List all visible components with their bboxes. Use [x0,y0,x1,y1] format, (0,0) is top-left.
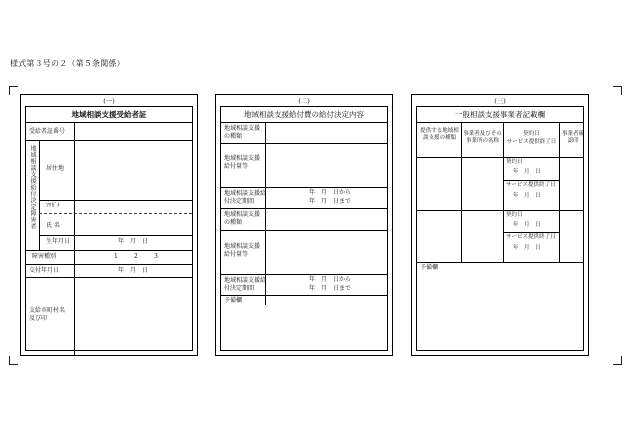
crop-mark-top-right [613,86,622,95]
benefit-amount-label-2: 地域相談支援給付量等 [224,243,261,258]
end-date-column-header: サービス提供終了日 [506,139,557,145]
disability-type-label: 障害種別 [32,253,57,260]
period-from: 年 月 日から [309,189,352,196]
panel-number: (二) [298,97,310,105]
panel-title: 地域相談支援給付費の給付決定内容 [244,110,364,119]
service-type-column-header: 提供する地域相談支援の種類 [420,128,459,141]
end-date-label: サービス提供終了日 [506,182,556,188]
divider [26,122,192,123]
service-type-label-2: 地域相談支援の種類 [224,211,261,226]
municipality-label: 支給市町村名及び印 [29,307,66,322]
period-to: 年 月 日まで [309,198,352,205]
divider [26,140,192,141]
divider [417,157,583,158]
panel-title: 一般相談支援事業者記載欄 [455,110,545,119]
benefit-amount-label: 地域相談支援給付量等 [224,155,261,170]
birthdate-value: 年 月 日 [118,238,149,245]
crop-mark-bottom-left [9,356,18,365]
divider [221,187,387,188]
contract-date-label-2: 契約日 [506,212,523,218]
name-label: 氏 名 [46,222,60,229]
decision-period-label: 地域相談支援給付決定期間 [224,190,267,205]
disability-type-3: 3 [154,253,158,260]
divider [417,210,583,211]
birthdate-label: 生年月日 [46,238,71,245]
panel-provider-entries [411,94,589,356]
provider-entries-box [416,106,584,351]
end-date-value-2: 年 月 日 [513,245,541,251]
issue-date-value: 年 月 日 [118,267,149,274]
beneficiary-vertical-label: 地域相談支援給付決定障害者 [29,145,36,230]
divider [503,180,559,181]
contract-date-column-header: 契約日 [523,131,540,137]
period-from-2: 年 月 日から [309,276,352,283]
divider [74,122,75,140]
decision-period-label-2: 地域相談支援給付決定期間 [224,277,267,292]
contract-date-value-2: 年 月 日 [513,222,541,228]
panel-title: 地域相談支援受給者証 [71,110,147,119]
panel-recipient-certificate [20,94,198,356]
crop-mark-top-left [9,86,18,95]
contract-date-value: 年 月 日 [513,169,541,175]
furigana-label: ﾌﾘｶﾞﾅ [46,203,60,209]
issue-date-label: 交付年月日 [29,267,60,274]
divider [221,230,387,231]
confirmation-seal-column-header: 事業者確認印 [561,131,584,144]
divider [221,122,387,123]
disability-type-2: 2 [134,253,138,260]
reserve-label: 予備欄 [420,264,439,271]
divider [26,277,192,278]
form-number: 様式第３号の２（第５条関係） [10,59,125,68]
panel-benefit-decision [215,94,393,356]
period-to-2: 年 月 日まで [309,285,352,292]
divider [26,250,192,251]
panel-number: (三) [494,97,506,105]
divider [221,143,387,144]
divider [221,208,387,209]
divider [503,232,559,233]
panel-number: (一) [103,97,115,105]
divider [39,200,192,201]
divider [74,140,75,264]
divider [74,277,75,355]
contract-date-label: 契約日 [506,159,523,165]
divider [221,274,387,275]
benefit-decision-box [220,106,388,351]
disability-type-1: 1 [114,253,118,260]
end-date-label-2: サービス提供終了日 [506,234,556,240]
crop-mark-bottom-right [613,356,622,365]
dashed-divider [39,213,192,214]
service-type-label: 地域相談支援の種類 [224,125,261,140]
divider [417,262,583,263]
reserve-label: 予備欄 [224,297,243,304]
certificate-box [25,106,193,351]
divider [39,235,192,236]
address-label: 居住地 [46,165,65,172]
end-date-value: 年 月 日 [513,193,541,199]
divider [221,295,387,296]
recipient-number-label: 受給者証番号 [29,128,66,135]
divider [39,140,40,250]
divider [26,264,192,265]
provider-name-column-header: 事業者及びその事業所の名称 [463,131,502,144]
divider [74,264,75,277]
